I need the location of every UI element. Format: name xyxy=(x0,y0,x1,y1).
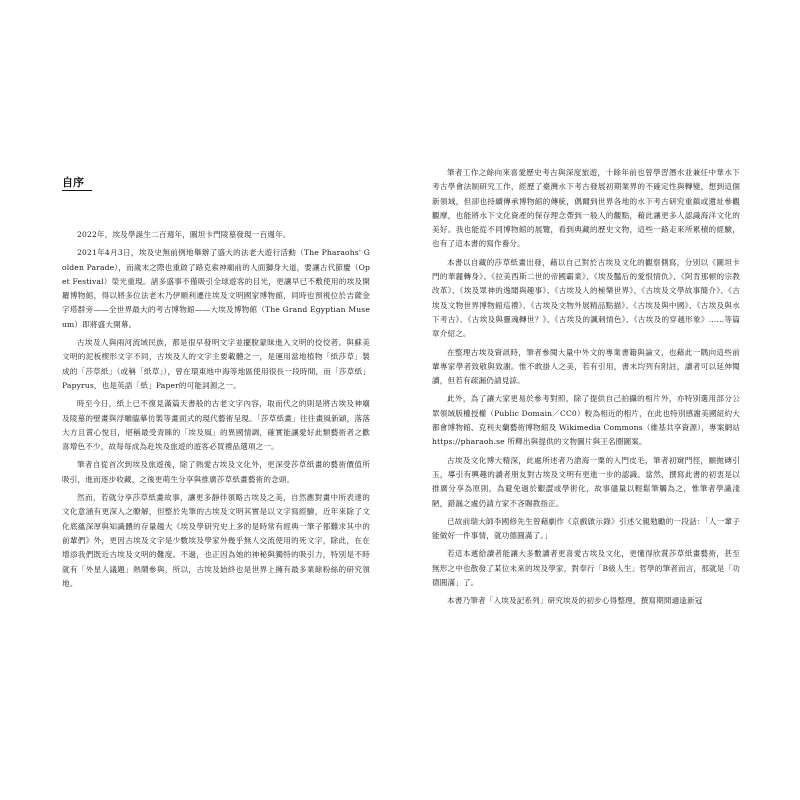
section-heading: 自序 xyxy=(62,176,84,189)
paragraph: 在整理古埃及資訊時，筆者參閱大量中外文的專業書籍與論文，也藉此一隅向這些前輩專家學者致敬與致謝。惟不敢掛人之美，若有引用，書末均列有附註，讀者可以延伸閱讀，但若有疏漏仍請見諒。 xyxy=(432,347,740,386)
paragraph: 本書乃筆者「入埃及記系列」研究埃及的初步心得整理，撰寫期間適逢新冠 xyxy=(447,596,703,606)
paragraph: 若這本遞給讀者能讓大多數讀者更喜愛古埃及文化，更懂得欣賞莎草紙畫藝術，甚至無形之中也散發了某位未來的埃及學家，對奉行「B級人生」哲學的筆者而言，那就是「功德圓滿」了。 xyxy=(432,549,740,588)
paragraph: 本書以自藏的莎草紙畫出發，藉以自己對於古埃及文化的觀察側寫，分別以《圖坦卡門的華麗轉身》、《拉美西斯二世的帝國霸業》、《埃及豔后的愛恨情仇》、《阿肯那頓的宗教改革》、《埃及眾神的逸聞與趣事》、《古埃及人的極樂世界》、《古埃及文學故事簡介》、《古埃及文物世界博物館巡禮》、《古埃及文物外展精品點描》、《古埃及與中國》、《古埃及與水下考古》、《古埃及與靈魂轉世？》、《古埃及的諷刺情色》、《古埃及的穿越形象》……等篇章介紹之。 xyxy=(432,257,740,339)
paragraph: 2022年，埃及學誕生二百週年，圖坦卡門陵墓發現一百週年。 xyxy=(77,230,291,239)
heading-underline xyxy=(62,190,92,191)
right-page xyxy=(432,166,740,613)
paragraph: 筆者自從首次到埃及旅遊後，除了熱愛古埃及文化外，更深受莎草紙畫的藝術價值所吸引，進而逐步收藏，之後更萌生分享與推廣莎草紙畫藝術的念頭。 xyxy=(62,460,370,484)
paragraph: 然而，若就分享莎草紙畫故事，讓更多靜伴領略古埃及之美，自然應對畫中所表達的文化意涵有更深入之瞭解，但整於先筆的古埃及文明其實是以文字寫經驗，近年來除了文化底蘊深厚與知識體的存量趨大《埃及學研究史上多的是時常有經典一筆子都難求其中的前輩們》外，更因古埃及文字是少數埃及學家外幾乎無人交流使用的死文字，除此，在在增添我們既近古埃及文明的難度。不過，也正因為她的神秘與獨特的吸引力，特別是不時就有「外星人議題」熱鬧參與，所以，古埃及始終也是世界上擁有最多業餘粉絲的研究領地。 xyxy=(62,493,370,588)
paragraph: 2021年4月3日，埃及史無前例地舉辦了盛大的法老大遊行活動（The Pharaohs' Golden Parade），而歲末之際也重啟了路克索神廟前的人面獅身大道，要讓古代節慶（Opet Festival）榮光重現。諸多盛事不僅吸引全球遊客的目光，更讓早已不敷使用的埃及開羅博物館，得以將多位法老木乃伊順利遷往埃及文明國家博物館，同時也預視位於吉薩金字塔群旁——全世界最大的考古博物館——大埃及博物館（The Grand Egyptian Museum）即將盛大開幕。 xyxy=(62,248,370,329)
paragraph: 古埃及人與兩河流域民族，都是很早發明文字並擺脫蒙昧進入文明的佼佼者。與蘇美文明的泥板楔形文字不同，古埃及人的文字主要載體之一，是運用當地植物「紙莎草」製成的「莎草紙」（或稱「紙草」），曾在環東地中海等地區使用很長一段時間，而「莎草紙」Papyrus，也是英語「紙」Paper的可能詞源之一。 xyxy=(62,338,370,390)
paragraph: 已故前瑞大師李國修先生曾藉劇作《京戲啟示錄》引述父親勉勵的一段話：「人一輩子能做好一件事情，就功德圓滿了。」 xyxy=(432,516,740,541)
paragraph: 時至今日，紙上已不復見滿篇天書般的古老文字內容，取而代之的則是將古埃及神廟及陵墓的壁畫與浮雕臨摹仿製等畫面式的現代藝術呈現。「莎草紙畫」往往畫風新穎，落落大方且賞心悅目，堪稱最受青睞的「埃及風」的異國情調，確實能讓愛好此類藝術者之歡喜增色不少，故每每成為赴埃及旅遊的遊客必買禮品選項之一。 xyxy=(62,399,370,452)
paragraph: 古埃及文化博大精深，此處所述者乃滄海一粟的入門皮毛，筆者初窺門徑，願拋磚引玉，導引有興趣的讀者朋友對古埃及文明有更進一步的認識。當然，撰寫此書的初衷是以推廣分享為原則，為避免過於艱澀或學術化，故事儘量以輕鬆筆觸為之，惟筆者學識淺陋，錯漏之處仍請方家不吝賜教指正。 xyxy=(432,455,740,508)
paragraph: 此外，為了讓大家更易於參考對照，除了提供自己拍攝的相片外，亦特別選用部分公眾領域版權授權（Public Domain／CC0）較為相近的相片，在此也特別感謝美國紐約大都會博物館、克利夫蘭藝術博物館及 Wikimedia Commons（維基共享資源），專案網站 https://pharaoh.se 所釋出與提供的文物圖片與王名圈圖案。 xyxy=(432,394,740,447)
left-page xyxy=(62,228,370,595)
paragraph: 筆者工作之餘向來喜愛歷史考古與深度旅遊，十餘年前也曾學習潛水並兼任中華水下考古學會法制研究工作，經歷了臺灣水下考古發展初期業界的不確定性與轉變，想到這個新領域，但卻也持續傳承博物館的傳統，偶爾到世界各地的水下考古研究重鎮或遺址參觀觀摩，也能將水下文化資產的保存理念帶到一般人的觀點，藉此讓更多人認識海洋文化的美好。我也能從不同博物館的展覽，看到典藏的歷史文物，這些一路走來所累積的經驗，也有了這本書的寫作養分。 xyxy=(432,168,740,249)
